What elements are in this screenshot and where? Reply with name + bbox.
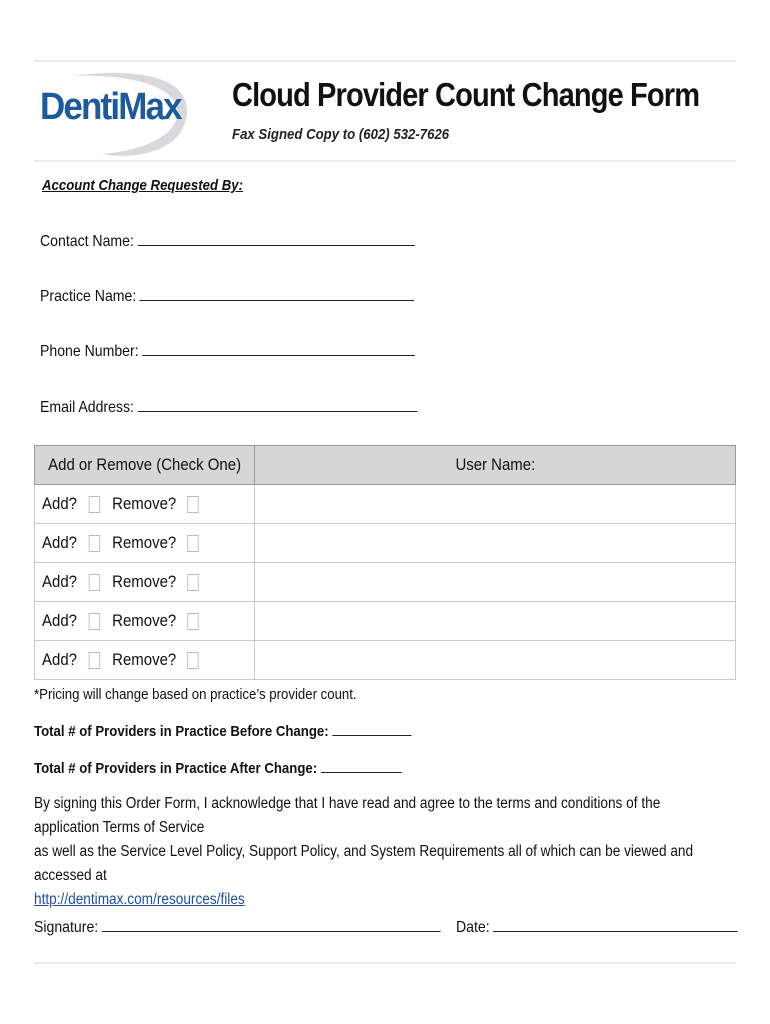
top-rule [34,60,736,62]
date-field[interactable] [456,917,738,937]
requester-heading: Account Change Requested By: [42,177,243,194]
total-after-label: Total # of Providers in Practice After Change: [34,760,318,777]
table-row [35,641,736,680]
remove-checkbox[interactable] [188,574,199,591]
remove-checkbox[interactable] [188,652,199,669]
bottom-rule [34,962,736,964]
signature-label: Signature: [34,919,99,936]
phone-number-line[interactable] [142,341,415,356]
add-checkbox[interactable] [88,613,99,630]
user-name-cell[interactable] [255,641,736,680]
remove-label: Remove? [112,611,177,630]
page-title: Cloud Provider Count Change Form [232,76,700,113]
agreement-line-2: as well as the Service Level Policy, Support Policy, and System Requirements all of which can be viewed and accessed at [34,843,694,884]
date-line[interactable] [493,917,738,932]
total-after-line[interactable] [321,759,402,773]
date-label: Date: [456,919,490,936]
remove-checkbox[interactable] [188,613,199,630]
email-address-field[interactable] [40,397,417,417]
user-name-cell[interactable] [255,485,736,524]
table-header-row [35,446,736,485]
remove-label: Remove? [112,533,177,552]
remove-checkbox[interactable] [188,535,199,552]
add-checkbox[interactable] [88,535,99,552]
add-remove-cell [35,563,255,602]
add-remove-header: Add or Remove (Check One) [35,446,255,485]
add-label: Add? [42,494,77,513]
total-before-line[interactable] [332,722,411,736]
add-checkbox[interactable] [88,574,99,591]
add-remove-cell [35,485,255,524]
provider-change-table [34,445,736,680]
email-address-line[interactable] [137,397,417,412]
contact-name-field[interactable] [40,231,415,251]
phone-number-label: Phone Number: [40,343,139,360]
user-name-header: User Name: [255,446,736,485]
remove-label: Remove? [112,494,177,513]
add-remove-cell [35,524,255,563]
table-row [35,563,736,602]
remove-checkbox[interactable] [188,496,199,513]
user-name-cell[interactable] [255,563,736,602]
practice-name-label: Practice Name: [40,288,137,305]
add-checkbox[interactable] [88,652,99,669]
table-row [35,524,736,563]
remove-label: Remove? [112,572,177,591]
fax-instruction: Fax Signed Copy to (602) 532-7626 [232,126,450,143]
add-checkbox[interactable] [88,496,99,513]
header-rule [34,160,736,162]
add-remove-cell [35,641,255,680]
add-label: Add? [42,611,77,630]
email-address-label: Email Address: [40,399,134,416]
dentimax-logo [32,68,197,160]
total-before-label: Total # of Providers in Practice Before Change: [34,723,329,740]
add-label: Add? [42,533,77,552]
signature-field[interactable] [34,917,441,937]
agreement-text [34,792,729,912]
total-before-field[interactable] [34,722,411,740]
signature-line[interactable] [102,917,441,932]
user-name-cell[interactable] [255,602,736,641]
table-row [35,485,736,524]
add-label: Add? [42,650,77,669]
remove-label: Remove? [112,650,177,669]
pricing-note: *Pricing will change based on practice’s provider count. [34,686,357,703]
table-row [35,602,736,641]
phone-number-field[interactable] [40,341,415,361]
user-name-cell[interactable] [255,524,736,563]
add-label: Add? [42,572,77,591]
logo-wordmark: DentiMax [40,86,181,128]
practice-name-line[interactable] [140,286,415,301]
total-after-field[interactable] [34,759,402,777]
practice-name-field[interactable] [40,286,414,306]
contact-name-line[interactable] [137,231,414,246]
resources-link[interactable]: http://dentimax.com/resources/files [34,891,245,908]
add-remove-cell [35,602,255,641]
contact-name-label: Contact Name: [40,233,134,250]
agreement-line-1: By signing this Order Form, I acknowledge that I have read and agree to the terms and conditions of the application Terms of Service [34,795,661,836]
